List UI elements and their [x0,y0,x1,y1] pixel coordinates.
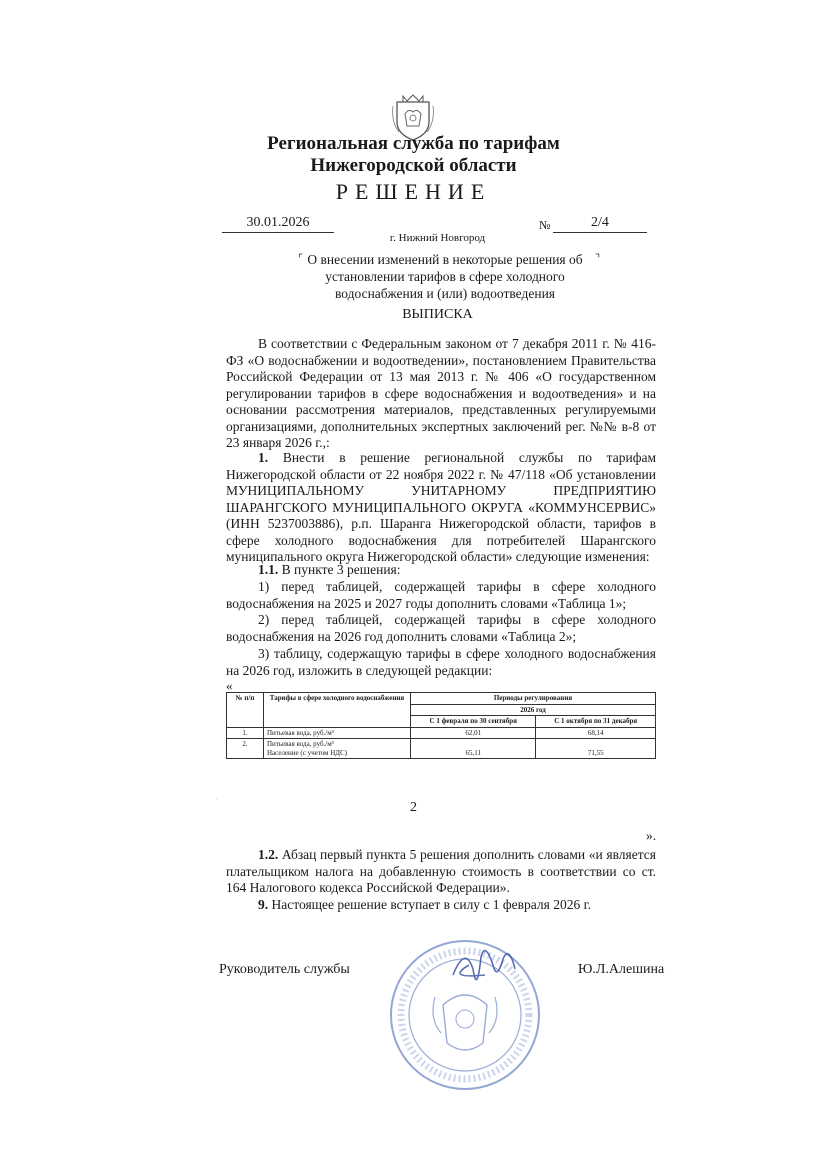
item-9-number: 9. [258,897,269,912]
subject-line: О внесении изменений в некоторые решения об [307,252,583,267]
subitem-3-paragraph: 3) таблицу, содержащую тарифы в сфере холодного водоснабжения на 2026 год, изложить в следующей редакции: [226,646,656,678]
subject-line: водоснабжения и (или) водоотведения [334,286,556,301]
document-type-title: РЕШЕНИЕ [335,179,492,204]
org-name-line1: Региональная служба по тарифам [267,133,560,154]
decision-date: 30.01.2026 [222,215,334,233]
extract-label: ВЫПИСКА [402,307,473,322]
item-1-text: Внести в решение региональной службы по тарифам Нижегородской области от 22 ноября 2022 г. № 47/118 «Об установлении МУНИЦИПАЛЬНОМУ УНИТАРНОМУ ПРЕДПРИЯТИЮ ШАРАНГСКОГО МУНИЦИПАЛЬНОГО ОКРУГА «КОММУНСЕРВИС» (ИНН 5237003886), р.п. Шаранга Нижегородской области, тарифов в сфере холодного водоснабжения для потребителей Шарангского муниципального округа Нижегородской области» следующие изменения: [226,450,656,564]
item-1-1-text: В пункте 3 решения: [278,562,401,577]
subitem-2-paragraph: 2) перед таблицей, содержащей тарифы в сфере холодного водоснабжения на 2026 год дополнить словами «Таблица 2»; [226,612,656,644]
signer-name: Ю.Л.Алешина [578,962,665,977]
city-name: г. Нижний Новгород [389,232,486,244]
item-1-number: 1. [258,450,269,465]
row-name: Питьевая вода, руб./м³ [264,727,411,739]
page-number: 2 [410,800,417,815]
tariff-table [226,692,656,759]
item-9-text: Настоящее решение вступает в силу с 1 февраля 2026 г. [268,897,591,912]
item-1-2-number: 1.2. [258,847,279,862]
number-label: № [539,218,551,232]
item-1-1-number: 1.1. [258,562,279,577]
item-1-2-text: Абзац первый пункта 5 решения дополнить словами «и является плательщиком налога на добавленную стоимость в соответствии со ст. 164 Налогового кодекса Российской Федерации». [226,847,656,895]
row-value-period-2: 71,55 [536,739,656,759]
row-name: Питьевая вода, руб./м³ [267,740,334,748]
table-header-num: № п/п [227,693,264,728]
item-9-paragraph [226,897,656,914]
decision-subject [290,251,600,302]
quote-close-mark: ». [646,828,657,843]
scan-speck: · [215,794,218,804]
official-stamp [385,935,545,1095]
quote-open-mark: « [226,678,233,693]
item-1-1-paragraph [226,562,656,579]
row-num: 1. [227,727,264,739]
row-num: 2. [227,739,264,759]
row-value-period-2: 68,14 [536,727,656,739]
row-name-cell [264,739,411,759]
decision-number: 2/4 [553,215,647,233]
item-1-paragraph [226,450,656,566]
table-header-period-1: С 1 февраля по 30 сентября [411,716,536,728]
table-header-year: 2026 год [411,704,656,716]
table-row [227,739,656,759]
subitem-1-paragraph: 1) перед таблицей, содержащей тарифы в сфере холодного водоснабжения на 2025 и 2027 годы дополнить словами «Таблица 1»; [226,579,656,611]
subject-corner-left: ⌜ [298,253,304,265]
subject-line: установлении тарифов в сфере холодного [325,269,565,284]
table-row [227,727,656,739]
org-name-line2: Нижегородской области [310,155,517,176]
row-value-period-1: 65,11 [411,739,536,759]
preamble-paragraph: В соответствии с Федеральным законом от 7 декабря 2011 г. № 416-ФЗ «О водоснабжении и водоотведении», постановлением Правительства Российской Федерации от 13 мая 2013 г. № 406 «О государственном регулировании тарифов в сфере водоснабжения и водоотведения» и на основании рассмотрения материалов, представленных регулируемыми организациями, дополнительных экспертных заключений рег. №№ в-8 от 23 января 2026 г.,: [226,336,656,450]
signer-role: Руководитель службы [219,962,350,977]
table-header-name: Тарифы в сфере холодного водоснабжения [264,693,411,728]
table-header-period-2: С 1 октября по 31 декабря [536,716,656,728]
table-header-periods: Периоды регулирования [411,693,656,705]
row-subname: Население (с учетом НДС) [267,748,348,757]
subject-corner-right: ⌝ [595,253,601,265]
row-value-period-1: 62,01 [411,727,536,739]
item-1-2-paragraph [226,847,656,897]
